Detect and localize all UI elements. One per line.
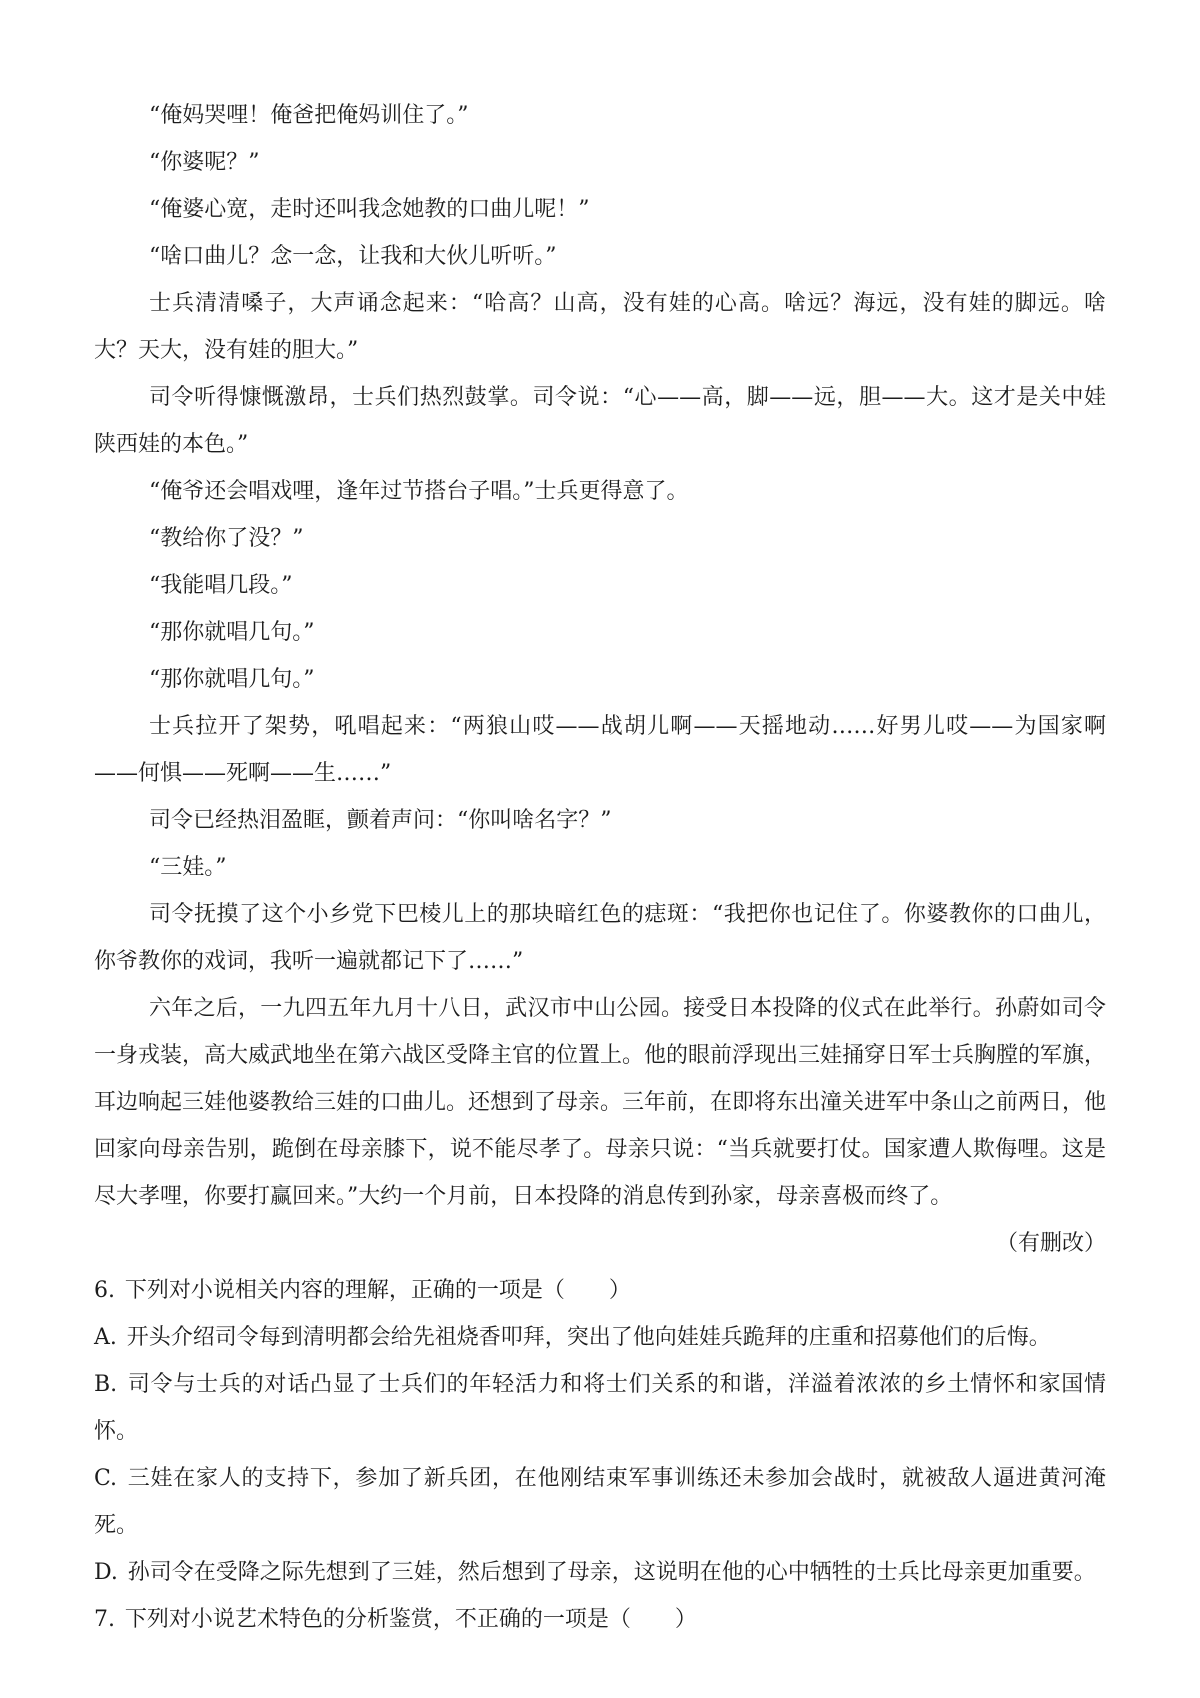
story-paragraph: 司令抚摸了这个小乡党下巴棱儿上的那块暗红色的痣斑：“我把你也记住了。你婆教你的口曲儿，你爷教你的戏词，我听一遍就都记下了……”	[94, 902, 1106, 974]
option-a-label: A.	[94, 1325, 117, 1350]
option-c-label: C.	[94, 1466, 118, 1491]
option-c-text: 三娃在家人的支持下，参加了新兵团，在他刚结束军事训练还未参加会战时，就被敌人逼进黄河淹死。	[94, 1466, 1106, 1538]
story-paragraph: “教给你了没？”	[149, 526, 304, 551]
story-paragraph: “那你就唱几句。”	[149, 667, 315, 692]
question-6-option-d	[94, 1549, 1106, 1596]
question-6-stem	[94, 1267, 1106, 1314]
story-passage	[94, 92, 1106, 1267]
question-6-stem-text: 下列对小说相关内容的理解，正确的一项是（ ）	[124, 1278, 631, 1303]
question-7	[94, 1596, 1106, 1643]
option-b-text: 司令与士兵的对话凸显了士兵们的年轻活力和将士们关系的和谐，洋溢着浓浓的乡土情怀和家国情怀。	[94, 1372, 1106, 1444]
story-paragraph: “你婆呢？”	[149, 150, 260, 175]
story-paragraph: “俺爷还会唱戏哩，逢年过节搭台子唱。”士兵更得意了。	[149, 479, 689, 504]
question-6	[94, 1267, 1106, 1596]
option-a-text: 开头介绍司令每到清明都会给先祖烧香叩拜，突出了他向娃娃兵跪拜的庄重和招募他们的后悔。	[126, 1325, 1051, 1350]
question-7-number: 7.	[94, 1607, 115, 1632]
story-paragraph: 司令听得慷慨激昂，士兵们热烈鼓掌。司令说：“心——高，脚——远，胆——大。这才是关中娃陕西娃的本色。”	[94, 385, 1106, 457]
question-6-option-a	[94, 1314, 1106, 1361]
story-paragraph: “俺妈哭哩！俺爸把俺妈训住了。”	[149, 103, 469, 128]
option-d-text: 孙司令在受降之际先想到了三娃，然后想到了母亲，这说明在他的心中牺牲的士兵比母亲更加重要。	[127, 1560, 1096, 1585]
question-6-option-b	[94, 1361, 1106, 1455]
story-paragraph: “啥口曲儿？念一念，让我和大伙儿听听。”	[149, 244, 557, 269]
story-paragraph: 士兵清清嗓子，大声诵念起来：“哈高？山高，没有娃的心高。啥远？海远，没有娃的脚远。啥大？天大，没有娃的胆大。”	[94, 291, 1106, 363]
passage-attribution: （有删改）	[995, 1231, 1106, 1256]
story-paragraph: “俺婆心宽，走时还叫我念她教的口曲儿呢！”	[149, 197, 590, 222]
story-paragraph: “三娃。”	[149, 855, 227, 880]
question-6-option-c	[94, 1455, 1106, 1549]
story-paragraph: “那你就唱几句。”	[149, 620, 315, 645]
question-6-number: 6.	[94, 1278, 115, 1303]
question-7-stem	[94, 1596, 1106, 1643]
story-paragraph: 士兵拉开了架势，吼唱起来：“两狼山哎——战胡儿啊——天摇地动……好男儿哎——为国家啊——何惧——死啊——生……”	[94, 714, 1106, 786]
story-paragraph: 六年之后，一九四五年九月十八日，武汉市中山公园。接受日本投降的仪式在此举行。孙蔚如司令一身戎装，高大威武地坐在第六战区受降主官的位置上。他的眼前浮现出三娃捅穿日军士兵胸膛的军旗，耳边响起三娃他婆教给三娃的口曲儿。还想到了母亲。三年前，在即将东出潼关进军中条山之前两日，他回家向母亲告别，跪倒在母亲膝下，说不能尽孝了。母亲只说：“当兵就要打仗。国家遭人欺侮哩。这是尽大孝哩，你要打赢回来。”大约一个月前，日本投降的消息传到孙家，母亲喜极而终了。	[94, 996, 1107, 1209]
story-paragraph: “我能唱几段。”	[149, 573, 293, 598]
option-b-label: B.	[94, 1372, 118, 1397]
question-7-stem-text: 下列对小说艺术特色的分析鉴赏，不正确的一项是（ ）	[124, 1607, 697, 1632]
option-d-label: D.	[94, 1560, 118, 1585]
story-paragraph: 司令已经热泪盈眶，颤着声问：“你叫啥名字？”	[149, 808, 612, 833]
